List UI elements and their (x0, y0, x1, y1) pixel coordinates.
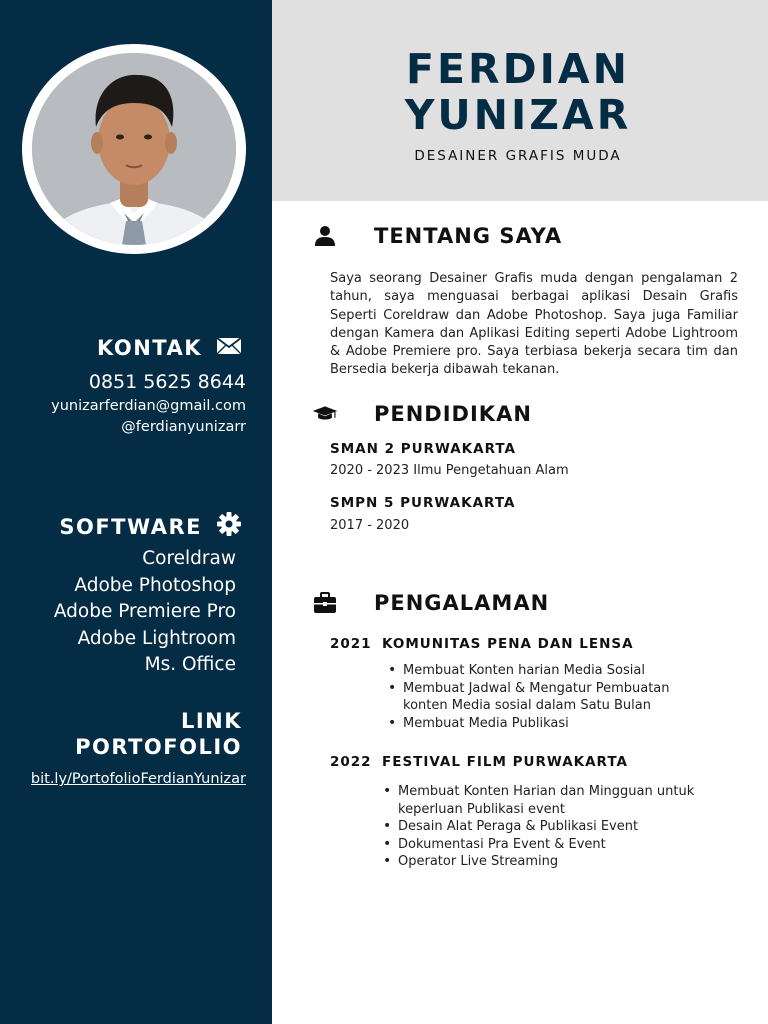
job-header (330, 636, 634, 652)
software-list (54, 546, 236, 679)
envelope-icon (216, 336, 242, 360)
software-heading-label: SOFTWARE (59, 514, 202, 539)
sidebar (0, 0, 272, 1024)
job-year: 2022 (330, 754, 372, 770)
social-handle: @ferdianyunizarr (121, 419, 246, 435)
job-title: KOMUNITAS PENA DAN LENSA (382, 636, 634, 652)
job-title: DESAINER GRAFIS MUDA (414, 148, 622, 164)
job-header (330, 754, 628, 770)
software-item: Ms. Office (144, 654, 236, 675)
list-item: • Membuat Jadwal & Mengatur Pembuatan konten Media sosial dalam Satu Bulan (385, 680, 685, 715)
list-item: • Membuat Konten Harian dan Mingguan untuk keperluan Publikasi event (380, 783, 700, 818)
school-name: SMPN 5 PURWAKARTA (330, 495, 516, 511)
briefcase-icon (312, 592, 338, 614)
experience-heading-label: PENGALAMAN (374, 591, 550, 615)
list-item: • Operator Live Streaming (380, 853, 700, 871)
school-years: 2020 - 2023 Ilmu Pengetahuan Alam (330, 463, 569, 478)
profile-photo (32, 53, 236, 245)
school-years: 2017 - 2020 (330, 518, 410, 533)
graduation-cap-icon (312, 404, 338, 424)
about-heading-label: TENTANG SAYA (374, 224, 563, 248)
profile-photo-frame (22, 44, 246, 254)
education-heading (322, 402, 532, 426)
job-bullets (385, 662, 685, 732)
portfolio-heading-line1: LINK (180, 709, 242, 733)
name-block (272, 46, 768, 164)
contact-heading-label: KONTAK (97, 336, 202, 360)
user-icon (312, 225, 338, 247)
list-item: • Membuat Konten harian Media Sosial (385, 662, 685, 680)
email-address[interactable]: yunizarferdian@gmail.com (51, 398, 246, 414)
job-year: 2021 (330, 636, 372, 652)
software-heading (59, 511, 242, 542)
last-name: YUNIZAR (404, 91, 632, 139)
list-item: • Membuat Media Publikasi (385, 715, 685, 733)
software-item: Adobe Photoshop (74, 574, 236, 596)
job-bullets (380, 783, 700, 871)
header-band (272, 0, 768, 201)
experience-heading (322, 591, 549, 615)
about-text: Saya seorang Desainer Grafis muda dengan pengalaman 2 tahun, saya menguasai berbagai aplikasi Desain Grafis Seperti Coreldraw dan Adobe Photoshop. Saya juga Familiar dengan Kamera dan Aplikasi Editing seperti Adobe Lightroom & Adobe Premiere pro. Saya terbiasa bekerja secara tim dan Bersedia bekerja dibawah tekanan. (330, 271, 738, 378)
software-item: Adobe Premiere Pro (53, 601, 236, 622)
education-heading-label: PENDIDIKAN (374, 402, 532, 426)
portfolio-link[interactable]: bit.ly/PortofolioFerdianYunizar (30, 771, 246, 787)
school-name: SMAN 2 PURWAKARTA (330, 441, 516, 457)
list-item: • Dokumentasi Pra Event & Event (380, 836, 700, 854)
job-title: FESTIVAL FILM PURWAKARTA (382, 754, 628, 770)
software-item: Adobe Lightroom (77, 627, 236, 649)
contact-heading (97, 336, 242, 360)
about-heading (322, 224, 562, 248)
software-item: Coreldraw (142, 548, 236, 569)
list-item: • Desain Alat Peraga & Publikasi Event (380, 818, 700, 836)
gear-icon (216, 511, 242, 542)
profile-photo-illustration (32, 53, 236, 245)
portfolio-heading-line2: PORTOFOLIO (75, 735, 242, 759)
portfolio-heading (75, 708, 242, 760)
first-name: FERDIAN (406, 45, 630, 93)
main-content (272, 201, 768, 1024)
phone-number: 0851 5625 8644 (88, 371, 246, 393)
